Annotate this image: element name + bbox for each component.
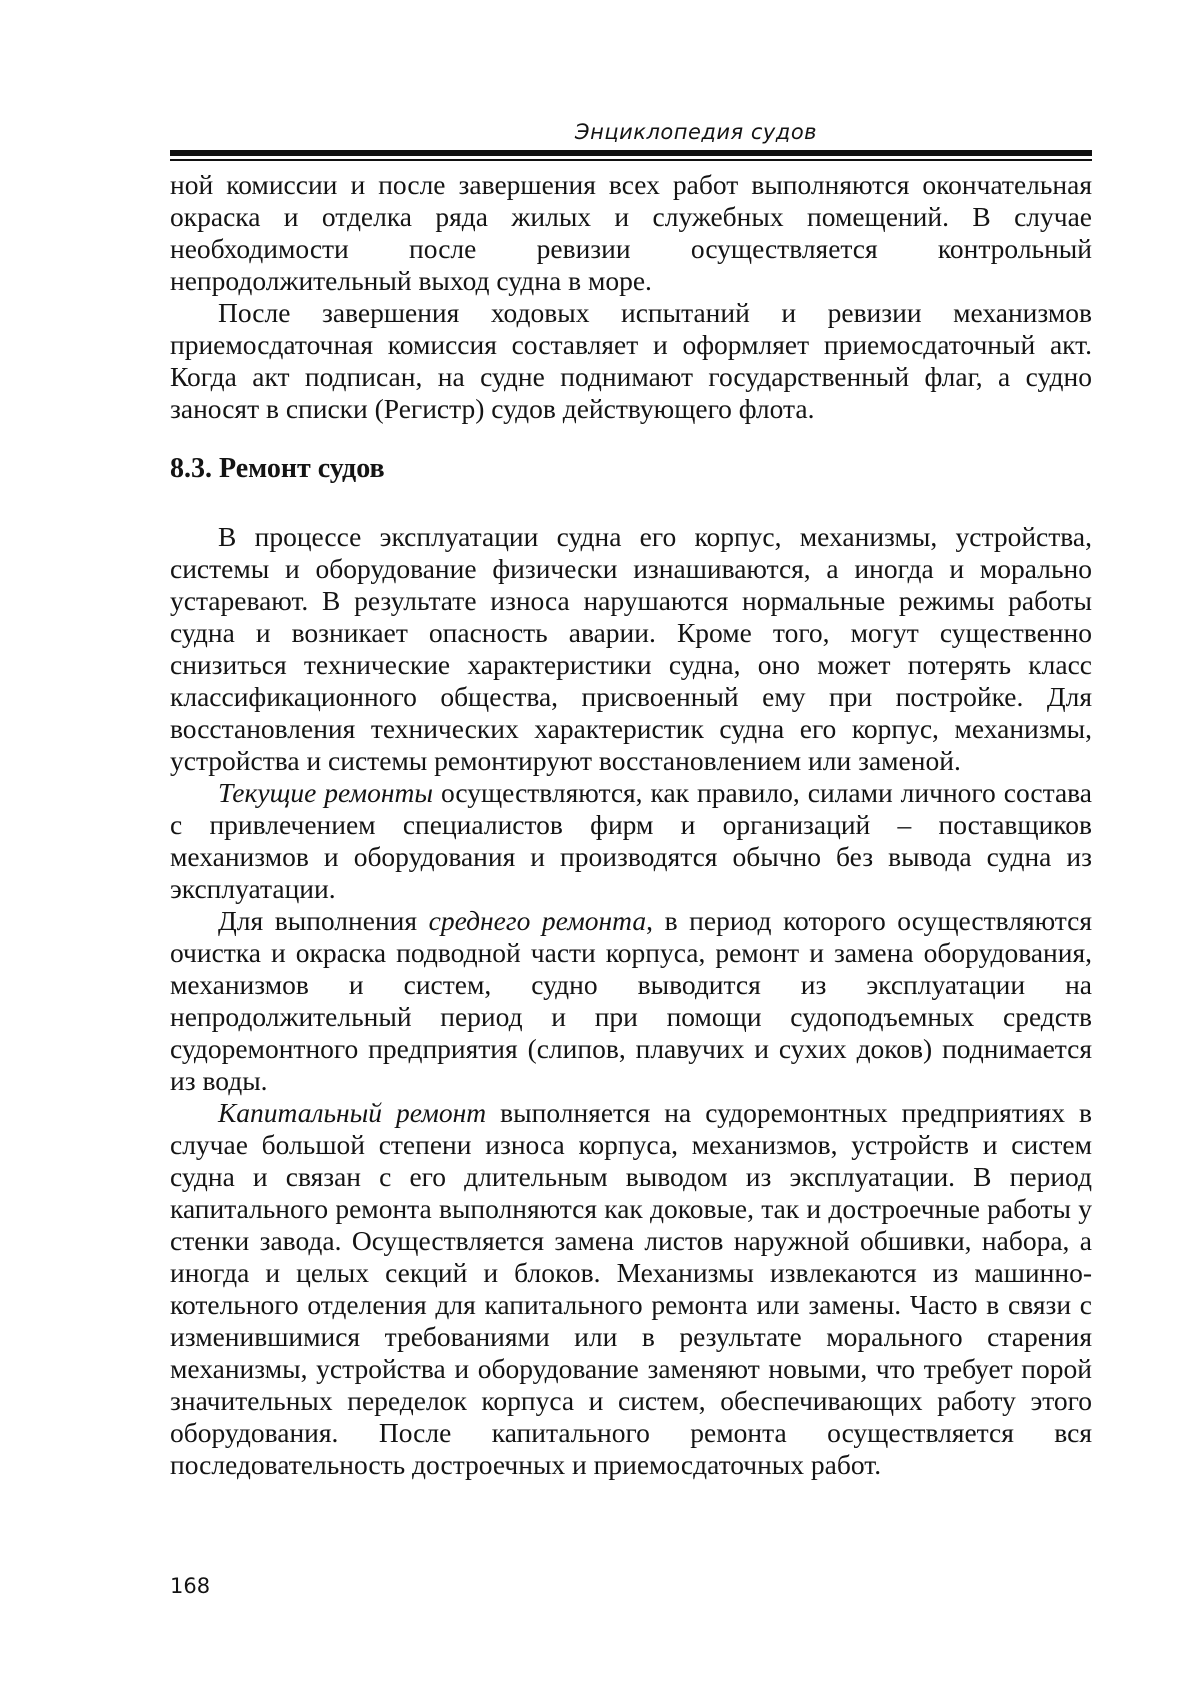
paragraph-medium-repair-lead: Для выполнения — [218, 905, 429, 936]
paragraph-medium-repair — [170, 905, 1092, 1097]
header-rule-thin — [170, 159, 1092, 161]
term-capital-repair: Капитальный ремонт — [218, 1097, 487, 1128]
paragraph-wear: В процессе эксплуатации судна его корпус, механизмы, устройства, системы и оборудование физически изнашиваются, а иногда и морально устаревают. В результате износа нарушаются нормальные режимы работы судна и возникает опасность аварии. Кроме того, могут существенно снизиться технические характеристики судна, оно может потерять класс классификационного общества, присвоенный ему при постройке. Для восстановления технических характеристик судна его корпус, механизмы, устройства и системы ремонтируют восстановлением или заменой. — [170, 521, 1092, 776]
term-medium-repair: среднего ремонта — [428, 905, 647, 936]
term-current-repair: Текущие ремонты — [218, 777, 433, 808]
paragraph-capital-repair — [170, 1097, 1092, 1481]
book-page — [170, 118, 1092, 1481]
paragraph-acceptance-act: После завершения ходовых испытаний и ревизии механизмов приемосдаточная комиссия составляет и оформляет приемосдаточный акт. Когда акт подписан, на судне поднимают государственный флаг, а судно заносят в списки (Регистр) судов действующего флота. — [170, 297, 1092, 424]
paragraph-continuation: ной комиссии и после завершения всех работ выполняются окончательная окраска и отделка ряда жилых и служебных помещений. В случае необходимости после ревизии осуществляется контрольный непродолжительный выход судна в море. — [170, 169, 1092, 296]
paragraph-medium-repair-text: , в период которого осуществляются очистка и окраска подводной части корпуса, ремонт и замена оборудования, механизмов и систем, судно выводится из эксплуатации на непродолжительный период и при помощи судоподъемных средств судоремонтного предприятия (слипов, плавучих и сухих доков) поднимается из воды. — [170, 905, 1092, 1096]
running-header: Энциклопедия судов — [574, 120, 818, 144]
section-heading: 8.3. Ремонт судов — [170, 453, 385, 484]
paragraph-capital-repair-text: выполняется на судоремонтных предприятиях в случае большой степени износа корпуса, механизмов, устройств и систем судна и связан с его длительным выводом из эксплуатации. В период капитального ремонта выполняются как доковые, так и достроечные работы у стенки завода. Осуществляется замена листов наружной обшивки, набора, а иногда и целых секций и блоков. Механизмы извлекаются из машинно-котельного отделения для капитального ремонта или замены. Часто в связи с изменившимися требованиями или в результате морального старения механизмы, устройства и оборудование заменяют новыми, что требует порой значительных переделок корпуса и систем, обеспечивающих работу этого оборудования. После капитального ремонта осуществляется вся последовательность достроечных и приемосдаточных работ. — [170, 1097, 1092, 1480]
header-rule-thick — [170, 150, 1092, 156]
paragraph-current-repair-text: осуществляются, как правило, силами личного состава с привлечением специалистов фирм и организаций – поставщиков механизмов и оборудования и производятся обычно без вывода судна из эксплуатации. — [170, 777, 1092, 904]
page-body — [170, 169, 1092, 1481]
page-number: 168 — [170, 1574, 211, 1598]
paragraph-current-repair — [170, 777, 1092, 905]
